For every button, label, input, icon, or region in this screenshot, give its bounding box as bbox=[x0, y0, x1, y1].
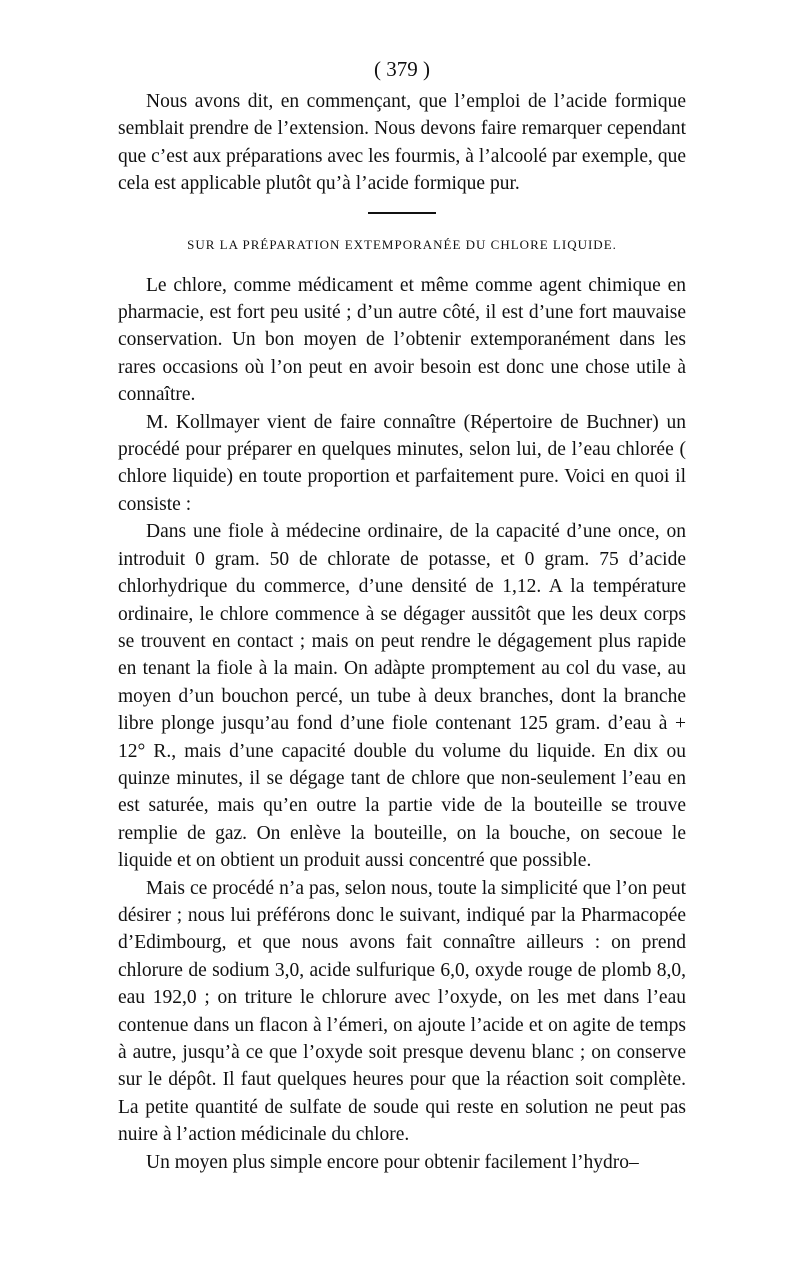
paragraph-2: M. Kollmayer vient de faire connaître (Répertoire de Buchner) un procédé pour préparer en quelques minutes, selon lui, de l’eau chlorée ( chlore liquide) en toute proportion et parfaitement pure. Voici en quoi il consiste : bbox=[118, 411, 686, 515]
paragraph-1: Le chlore, comme médicament et même comme agent chimique en pharmacie, est fort peu usité ; d’un autre côté, il est d’une fort mauvaise conservation. Un bon moyen de l’obtenir extemporanément dans les rares occasions où l’on peut en avoir besoin est donc une chose utile à connaître. bbox=[118, 274, 686, 406]
intro-paragraph: Nous avons dit, en commençant, que l’emploi de l’acide formique semblait prendre de l’extension. Nous devons faire remarquer cependant que c’est aux préparations avec les fourmis, à l’alcoolé par exemple, que cela est applicable plutôt qu’à l’acide formique pur. bbox=[118, 91, 686, 195]
paragraph-4: Mais ce procédé n’a pas, selon nous, toute la simplicité que l’on peut désirer ; nous lui préférons donc le suivant, indiqué par la Pharmacopée d’Edimbourg, et que nous avons fait connaître ailleurs : on prend chlorure de sodium 3,0, acide sulfurique 6,0, oxyde rouge de plomb 8,0, eau 192,0 ; on triture le chlorure avec l’oxyde, on les met dans l’eau contenue dans un flacon à l’émeri, on ajoute l’acide et on agite de temps à autre, jusqu’à ce que l’oxyde soit presque devenu blanc ; on conserve sur le dépôt. Il faut quelques heures pour que la réaction soit complète. La petite quantité de sulfate de soude qui reste en solution ne peut pas nuire à l’action médicinale du chlore. bbox=[118, 877, 686, 1146]
paragraph-5: Un moyen plus simple encore pour obtenir facilement l’hydro– bbox=[146, 1151, 639, 1173]
paragraph-3: Dans une fiole à médecine ordinaire, de la capacité d’une once, on introduit 0 gram. 50 de chlorate de potasse, et 0 gram. 75 d’acide chlorhydrique du commerce, d’une densité de 1,12. A la température ordinaire, le chlore commence à se dégager aussitôt que les deux corps se trouvent en contact ; mais on peut rendre le dégagement plus rapide en tenant la fiole à la main. On adàpte promptement au col du vase, au moyen d’un bouchon percé, un tube à deux branches, dont la branche libre plonge jusqu’au fond d’une fiole contenant 125 gram. d’eau à + 12° R., mais d’une capacité double du volume du liquide. En dix ou quinze minutes, il se dégage tant de chlore que non-seulement l’eau en est saturée, mais qu’en outre la partie vide de la bouteille se trouve remplie de gaz. On enlève la bouteille, on la bouche, on secoue le liquide et on obtient un produit aussi concentré que possible. bbox=[118, 521, 686, 872]
book-page bbox=[118, 56, 686, 1176]
section-title: SUR LA PRÉPARATION EXTEMPORANÉE DU CHLORE LIQUIDE. bbox=[187, 236, 617, 252]
page-number: ( 379 ) bbox=[374, 57, 430, 81]
section-divider bbox=[368, 212, 436, 214]
